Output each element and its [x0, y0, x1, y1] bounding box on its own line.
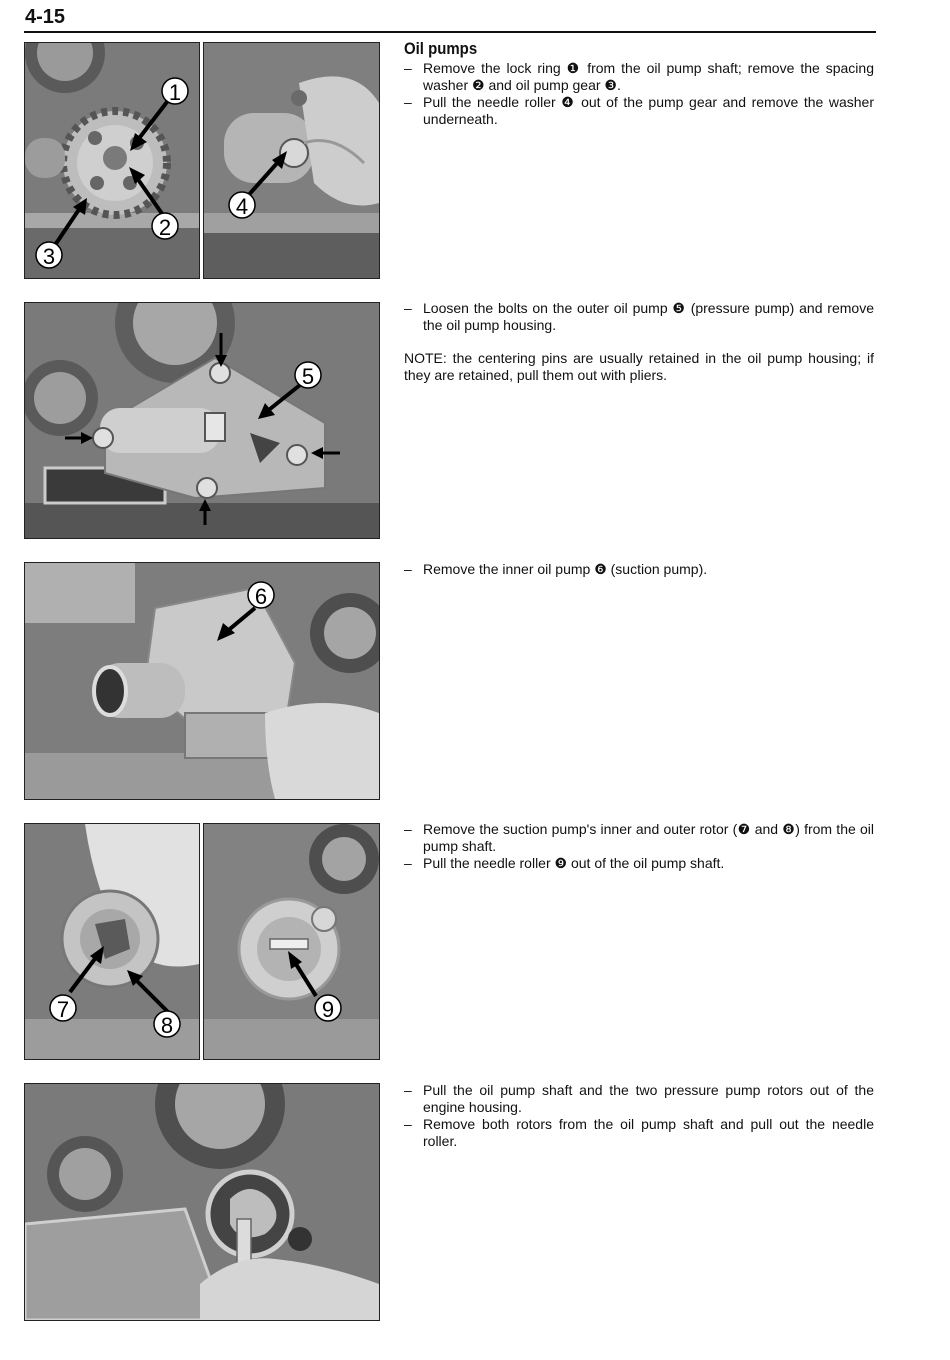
photo-inner-oil-pump — [24, 562, 380, 800]
step-item: – Pull the needle roller ❹ out of the pump gear and remove the washer underneath. — [404, 94, 874, 128]
section-oil-pumps — [404, 40, 874, 128]
header-rule — [24, 31, 876, 33]
section-suction-rotors — [404, 821, 874, 872]
step-list — [404, 821, 874, 872]
step-item: – Loosen the bolts on the outer oil pump ❺ (pressure pump) and remove the oil pump housing. — [404, 300, 874, 334]
section-outer-pump — [404, 300, 874, 384]
photo-shaft-needle-roller — [203, 823, 380, 1060]
callout-7: 7 — [56, 997, 70, 1022]
callout-2: 2 — [158, 215, 172, 240]
note-text: NOTE: the centering pins are usually retained in the oil pump housing; if they are retained, pull them out with pliers. — [404, 350, 874, 383]
photo-oil-pump-shaft — [24, 1083, 380, 1321]
callout-1: 1 — [168, 80, 182, 105]
step-item: – Remove the lock ring ❶ from the oil pump shaft; remove the spacing washer ❷ and oil pump gear ❸. — [404, 60, 874, 94]
photo-oil-pump-gear — [24, 42, 200, 279]
step-item: – Remove the suction pump's inner and outer rotor (❼ and ❽) from the oil pump shaft. — [404, 821, 874, 855]
step-list — [404, 60, 874, 128]
callout-3: 3 — [42, 244, 56, 269]
photo-outer-oil-pump — [24, 302, 380, 539]
callout-4: 4 — [235, 194, 249, 219]
step-item: – Remove the inner oil pump ❻ (suction pump). — [404, 561, 874, 578]
callout-5: 5 — [301, 364, 315, 389]
page-number: 4-15 — [25, 6, 66, 28]
step-list — [404, 1082, 874, 1150]
step-list — [404, 300, 874, 334]
step-list — [404, 561, 874, 578]
step-item: – Remove both rotors from the oil pump shaft and pull out the needle roller. — [404, 1116, 874, 1150]
section-heading: Oil pumps — [404, 39, 478, 58]
photo-needle-roller — [203, 42, 380, 279]
step-item: – Pull the oil pump shaft and the two pressure pump rotors out of the engine housing. — [404, 1082, 874, 1116]
callout-9: 9 — [321, 997, 335, 1022]
section-pump-shaft — [404, 1082, 874, 1150]
callout-8: 8 — [160, 1013, 174, 1038]
step-item: – Pull the needle roller ❾ out of the oil pump shaft. — [404, 855, 874, 872]
photo-suction-rotors — [24, 823, 200, 1060]
callout-6: 6 — [254, 584, 268, 609]
section-inner-pump — [404, 561, 874, 578]
